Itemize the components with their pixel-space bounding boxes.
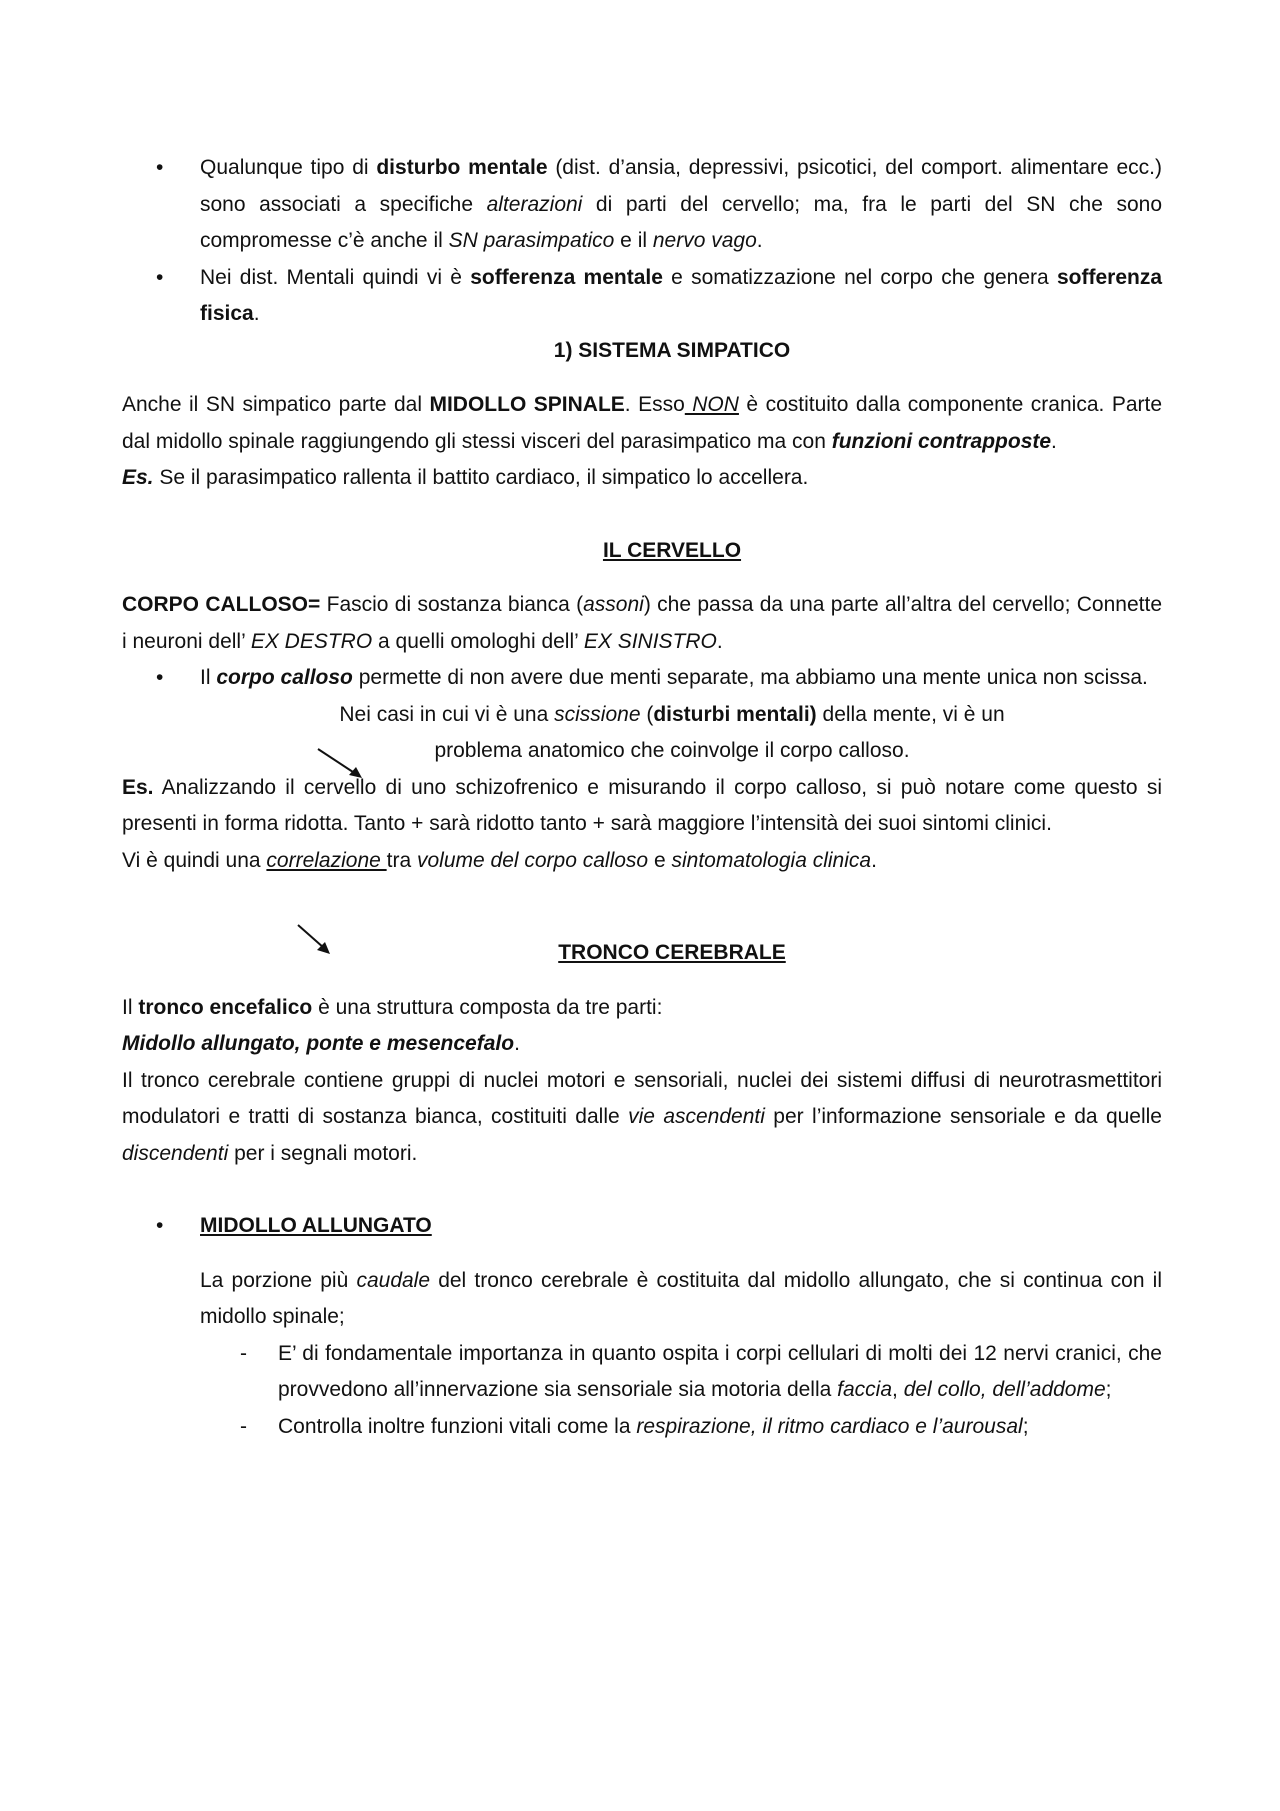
paragraph-midollo: La porzione più caudale del tronco cerebrale è costituita dal midollo allungato, che si continua con il midollo spinale; [200,1268,1162,1328]
bullet-item: • Qualunque tipo di disturbo mentale (dist. d’ansia, depressivi, psicotici, del comport. alimentare ecc.) sono associati a specifiche alterazioni di parti del cervello; ma, fra le parti del SN che sono compromesse c’è anche il SN parasimpatico e il nervo vago. [122,150,1162,260]
dash-item: - E’ di fondamentale importanza in quanto ospita i corpi cellulari di molti dei 12 nervi cranici, che provvedono all’innervazione sia sensoriale sia motoria della faccia, del collo, dell’addome; [200,1336,1162,1409]
section-heading-simpatico: 1) SISTEMA SIMPATICO [553,338,791,362]
arrow-icon [316,746,366,784]
bullet-mark: • [156,156,164,179]
paragraph-simpatico: Anche il SN simpatico parte dal MIDOLLO SPINALE. Esso NON è costituito dalla componente cranica. Parte dal midollo spinale raggiungendo gli stessi visceri del parasimpatico ma con funzioni contrapposte. [122,393,1163,453]
example-cervello: Es. Analizzando il cervello di uno schizofrenico e misurando il corpo calloso, si può notare come questo si presenti in forma ridotta. Tanto + sarà ridotto tanto + sarà maggiore l’intensità dei suoi sintomi clinici. [122,775,1162,835]
paragraph-tronco-intro: Il tronco encefalico è una struttura composta da tre parti: [122,995,663,1019]
bullet-item: • Nei dist. Mentali quindi vi è sofferenza mentale e somatizzazione nel corpo che genera sofferenza fisica. [122,260,1162,333]
example-simpatico: Es. Se il parasimpatico rallenta il battito cardiaco, il simpatico lo accellera. [122,466,809,489]
bullet-item: • Il corpo calloso permette di non avere due menti separate, ma abbiamo una mente unica non scissa. [122,660,1162,697]
dash-mark: - [240,1414,247,1438]
paragraph-tronco-parts: Midollo allungato, ponte e mesencefalo. [122,1032,520,1055]
dash-item: - Controlla inoltre funzioni vitali come la respirazione, il ritmo cardiaco e l’aurousal; [200,1409,1162,1446]
arrow-icon [296,922,336,958]
paragraph-corpo-calloso: CORPO CALLOSO= Fascio di sostanza bianca (assoni) che passa da una parte all’altra del cervello; Connette i neuroni dell’ EX DESTRO a quelli omologhi dell’ EX SINISTRO. [122,593,1162,653]
conclusion-cervello: Vi è quindi una correlazione tra volume del corpo calloso e sintomatologia clinica. [122,848,877,872]
bullet-mark: • [156,1214,164,1237]
section-heading-cervello: IL CERVELLO [602,538,742,562]
section-heading-tronco: TRONCO CEREBRALE [558,941,786,964]
bullet-mark: • [156,666,164,689]
document-page [122,150,1162,1445]
center-note: Nei casi in cui vi è una scissione (disturbi mentali) della mente, vi è un problema anatomico che coinvolge il corpo calloso. [339,702,1005,762]
bullet-heading-midollo: • MIDOLLO ALLUNGATO [122,1208,1162,1245]
paragraph-tronco-body: Il tronco cerebrale contiene gruppi di nuclei motori e sensoriali, nuclei dei sistemi diffusi di neurotrasmettitori modulatori e tratti di sostanza bianca, costituiti dalle vie ascendenti per l’informazione sensoriale e da quelle discendenti per i segnali motori. [122,1068,1162,1165]
dash-mark: - [240,1341,247,1365]
bullet-mark: • [156,265,164,289]
